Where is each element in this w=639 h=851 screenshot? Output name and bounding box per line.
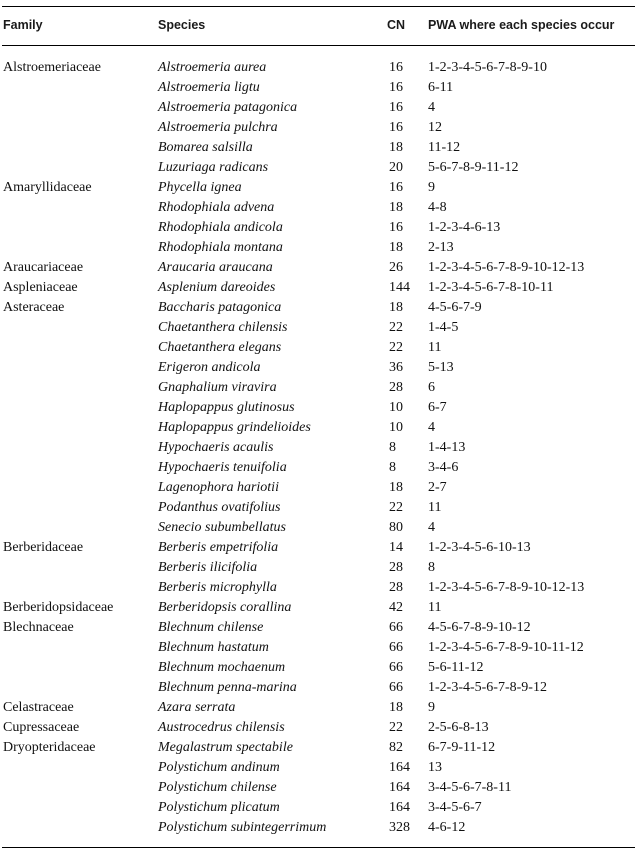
species-cell: Berberis microphylla	[158, 580, 277, 595]
pwa-cell: 3-4-5-6-7	[428, 800, 482, 815]
table-row	[0, 698, 639, 718]
family-cell: Berberidaceae	[3, 540, 84, 555]
species-cell: Araucaria araucana	[158, 260, 273, 275]
species-cell: Alstroemeria aurea	[158, 60, 267, 75]
pwa-cell: 9	[428, 700, 435, 715]
species-cell: Podanthus ovatifolius	[158, 500, 281, 515]
table-row	[0, 498, 639, 518]
cn-cell: 144	[389, 280, 410, 295]
species-cell: Alstroemeria pulchra	[158, 120, 278, 135]
pwa-cell: 4-6-12	[428, 820, 466, 835]
table-row	[0, 458, 639, 478]
species-cell: Blechnum mochaenum	[158, 660, 286, 675]
pwa-cell: 8	[428, 560, 435, 575]
table-row	[0, 98, 639, 118]
pwa-cell: 11	[428, 340, 442, 355]
table-row	[0, 758, 639, 778]
family-cell: Blechnaceae	[3, 620, 74, 635]
species-cell: Megalastrum spectabile	[158, 740, 293, 755]
pwa-cell: 4	[428, 420, 435, 435]
family-cell: Berberidopsidaceae	[3, 600, 114, 615]
species-cell: Alstroemeria patagonica	[158, 100, 298, 115]
species-cell: Blechnum chilense	[158, 620, 264, 635]
table-row	[0, 278, 639, 298]
species-cell: Berberis empetrifolia	[158, 540, 279, 555]
species-cell: Rhodophiala andicola	[158, 220, 283, 235]
species-cell: Alstroemeria ligtu	[158, 80, 260, 95]
table-row	[0, 198, 639, 218]
pwa-cell: 1-2-3-4-5-6-7-8-9-12	[428, 680, 547, 695]
cn-cell: 18	[389, 300, 403, 315]
table-row	[0, 218, 639, 238]
pwa-cell: 4-5-6-7-9	[428, 300, 482, 315]
table-row	[0, 738, 639, 758]
pwa-cell: 6-7-9-11-12	[428, 740, 496, 755]
header-species: Species	[158, 18, 206, 32]
cn-cell: 80	[389, 520, 403, 535]
table-row	[0, 798, 639, 818]
pwa-cell: 6	[428, 380, 435, 395]
table-row	[0, 378, 639, 398]
cn-cell: 16	[389, 220, 403, 235]
species-cell: Chaetanthera chilensis	[158, 320, 288, 335]
table-row	[0, 438, 639, 458]
species-cell: Gnaphalium viravira	[158, 380, 277, 395]
pwa-cell: 6-11	[428, 80, 454, 95]
pwa-cell: 1-2-3-4-5-6-7-8-9-10-12-13	[428, 260, 585, 275]
species-cell: Senecio subumbellatus	[158, 520, 286, 535]
cn-cell: 36	[389, 360, 403, 375]
table-row	[0, 58, 639, 78]
table-row	[0, 598, 639, 618]
cn-cell: 164	[389, 800, 410, 815]
cn-cell: 16	[389, 80, 403, 95]
cn-cell: 18	[389, 480, 403, 495]
species-cell: Azara serrata	[158, 700, 236, 715]
pwa-cell: 1-2-3-4-6-13	[428, 220, 501, 235]
species-cell: Berberis ilicifolia	[158, 560, 258, 575]
cn-cell: 28	[389, 580, 403, 595]
table-row	[0, 298, 639, 318]
table-row	[0, 398, 639, 418]
cn-cell: 16	[389, 100, 403, 115]
pwa-cell: 1-4-13	[428, 440, 466, 455]
pwa-cell: 1-2-3-4-5-6-7-8-10-11	[428, 280, 554, 295]
cn-cell: 164	[389, 780, 410, 795]
cn-cell: 28	[389, 380, 403, 395]
pwa-cell: 1-2-3-4-5-6-7-8-9-10-12-13	[428, 580, 585, 595]
header-family: Family	[3, 18, 43, 32]
cn-cell: 22	[389, 720, 403, 735]
table-row	[0, 178, 639, 198]
cn-cell: 66	[389, 640, 403, 655]
family-cell: Alstroemeriaceae	[3, 60, 101, 75]
pwa-cell: 5-13	[428, 360, 454, 375]
table-row	[0, 518, 639, 538]
cn-cell: 82	[389, 740, 403, 755]
cn-cell: 22	[389, 320, 403, 335]
pwa-cell: 1-2-3-4-5-6-10-13	[428, 540, 531, 555]
species-cell: Blechnum penna-marina	[158, 680, 297, 695]
cn-cell: 18	[389, 200, 403, 215]
species-cell: Rhodophiala advena	[158, 200, 275, 215]
species-cell: Polystichum andinum	[158, 760, 280, 775]
table-row	[0, 678, 639, 698]
cn-cell: 22	[389, 340, 403, 355]
table-row	[0, 638, 639, 658]
cn-cell: 18	[389, 700, 403, 715]
header-pwa: PWA where each species occur	[428, 18, 615, 32]
family-cell: Celastraceae	[3, 700, 74, 715]
table-row	[0, 658, 639, 678]
family-cell: Araucariaceae	[3, 260, 84, 275]
cn-cell: 8	[389, 440, 396, 455]
species-cell: Baccharis patagonica	[158, 300, 282, 315]
table-row	[0, 338, 639, 358]
species-cell: Haplopappus glutinosus	[158, 400, 295, 415]
pwa-cell: 2-5-6-8-13	[428, 720, 489, 735]
table-bottom-rule	[2, 847, 635, 848]
pwa-cell: 4	[428, 100, 435, 115]
species-cell: Haplopappus grindelioides	[158, 420, 311, 435]
species-cell: Polystichum subintegerrimum	[158, 820, 327, 835]
table-row	[0, 358, 639, 378]
pwa-cell: 11-12	[428, 140, 461, 155]
pwa-cell: 11	[428, 600, 442, 615]
family-cell: Asteraceae	[3, 300, 65, 315]
family-cell: Cupressaceae	[3, 720, 80, 735]
pwa-cell: 4	[428, 520, 435, 535]
table-row	[0, 138, 639, 158]
species-cell: Hypochaeris acaulis	[158, 440, 274, 455]
table-row	[0, 118, 639, 138]
cn-cell: 164	[389, 760, 410, 775]
table-row	[0, 818, 639, 838]
cn-cell: 20	[389, 160, 403, 175]
species-cell: Asplenium dareoides	[158, 280, 276, 295]
cn-cell: 16	[389, 120, 403, 135]
table-row	[0, 258, 639, 278]
species-cell: Polystichum plicatum	[158, 800, 280, 815]
species-cell: Austrocedrus chilensis	[158, 720, 285, 735]
species-cell: Erigeron andicola	[158, 360, 261, 375]
table-row	[0, 538, 639, 558]
header-rule	[2, 45, 635, 46]
cn-cell: 10	[389, 400, 403, 415]
cn-cell: 66	[389, 620, 403, 635]
table-row	[0, 418, 639, 438]
table-row	[0, 778, 639, 798]
cn-cell: 28	[389, 560, 403, 575]
cn-cell: 22	[389, 500, 403, 515]
species-cell: Blechnum hastatum	[158, 640, 269, 655]
family-cell: Amaryllidaceae	[3, 180, 92, 195]
pwa-cell: 1-2-3-4-5-6-7-8-9-10	[428, 60, 547, 75]
pwa-cell: 1-4-5	[428, 320, 459, 335]
table-row	[0, 718, 639, 738]
table-body	[0, 58, 639, 838]
cn-cell: 18	[389, 140, 403, 155]
table-top-rule	[2, 6, 635, 7]
table-row	[0, 78, 639, 98]
cn-cell: 66	[389, 680, 403, 695]
species-cell: Lagenophora hariotii	[158, 480, 279, 495]
species-cell: Chaetanthera elegans	[158, 340, 282, 355]
cn-cell: 18	[389, 240, 403, 255]
pwa-cell: 5-6-11-12	[428, 660, 484, 675]
pwa-cell: 1-2-3-4-5-6-7-8-9-10-11-12	[428, 640, 584, 655]
pwa-cell: 3-4-6	[428, 460, 459, 475]
cn-cell: 16	[389, 60, 403, 75]
cn-cell: 328	[389, 820, 410, 835]
table-row	[0, 158, 639, 178]
pwa-cell: 5-6-7-8-9-11-12	[428, 160, 519, 175]
table-row	[0, 318, 639, 338]
cn-cell: 42	[389, 600, 403, 615]
header-cn: CN	[387, 18, 406, 32]
table-row	[0, 238, 639, 258]
pwa-cell: 3-4-5-6-7-8-11	[428, 780, 512, 795]
species-cell: Berberidopsis corallina	[158, 600, 292, 615]
table-row	[0, 478, 639, 498]
family-cell: Aspleniaceae	[3, 280, 78, 295]
cn-cell: 26	[389, 260, 403, 275]
table-row	[0, 618, 639, 638]
pwa-cell: 13	[428, 760, 442, 775]
table-row	[0, 578, 639, 598]
pwa-cell: 4-5-6-7-8-9-10-12	[428, 620, 531, 635]
species-cell: Phycella ignea	[158, 180, 242, 195]
pwa-cell: 4-8	[428, 200, 447, 215]
species-cell: Luzuriaga radicans	[158, 160, 269, 175]
cn-cell: 66	[389, 660, 403, 675]
table-row	[0, 558, 639, 578]
family-cell: Dryopteridaceae	[3, 740, 96, 755]
cn-cell: 8	[389, 460, 396, 475]
pwa-cell: 12	[428, 120, 442, 135]
species-cell: Hypochaeris tenuifolia	[158, 460, 287, 475]
pwa-cell: 11	[428, 500, 442, 515]
species-cell: Rhodophiala montana	[158, 240, 283, 255]
pwa-cell: 2-7	[428, 480, 447, 495]
pwa-cell: 6-7	[428, 400, 447, 415]
pwa-cell: 2-13	[428, 240, 454, 255]
cn-cell: 16	[389, 180, 403, 195]
pwa-cell: 9	[428, 180, 435, 195]
cn-cell: 10	[389, 420, 403, 435]
cn-cell: 14	[389, 540, 403, 555]
species-cell: Bomarea salsilla	[158, 140, 253, 155]
species-cell: Polystichum chilense	[158, 780, 277, 795]
